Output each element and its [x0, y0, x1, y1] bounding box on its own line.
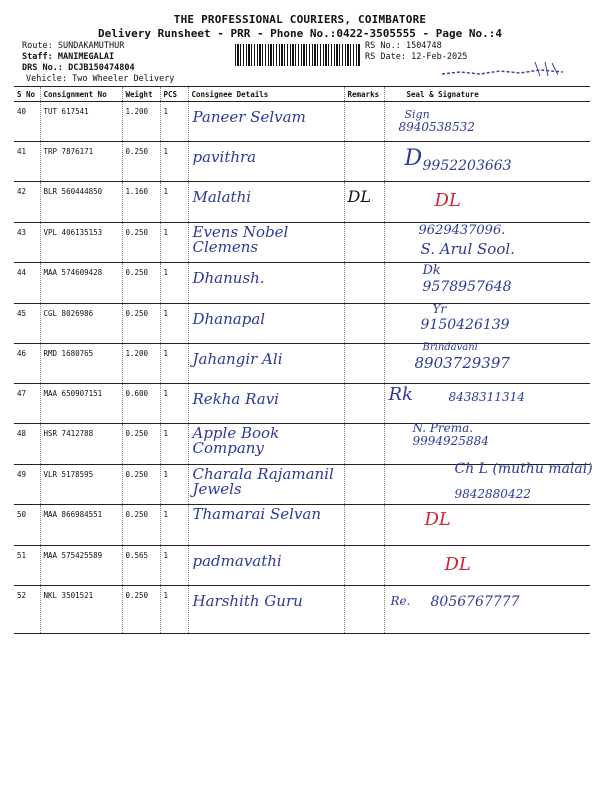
- cell-weight: 0.250: [122, 142, 160, 182]
- cell-weight: 1.200: [122, 102, 160, 142]
- vehicle-line: [26, 74, 174, 84]
- cell-pcs: 1: [160, 505, 188, 546]
- cell-seal-signature: [384, 546, 590, 586]
- cell-pcs: 1: [160, 304, 188, 344]
- rs-no-label: RS No.:: [365, 41, 401, 51]
- drs-label: DRS No.:: [22, 63, 63, 73]
- cell-sno: 44: [14, 263, 40, 304]
- rs-date-label: RS Date:: [365, 52, 406, 62]
- cell-consignment-no: TUT 617541: [40, 102, 122, 142]
- cell-consignment-no: MAA 574609428: [40, 263, 122, 304]
- table-row: [14, 142, 590, 182]
- signature-mark: S. Arul Sool.: [420, 240, 515, 258]
- cell-sno: 51: [14, 546, 40, 586]
- cell-consignment-no: MAA 866984551: [40, 505, 122, 546]
- cell-seal-signature: [384, 586, 590, 634]
- cell-weight: 0.250: [122, 465, 160, 505]
- barcode: [235, 44, 360, 66]
- cell-remarks: [344, 304, 384, 344]
- consignee-name-handwritten: Dhanapal: [192, 310, 266, 328]
- col-pcs: PCS: [160, 87, 188, 102]
- cell-consignee: [188, 586, 344, 634]
- cell-pcs: 1: [160, 384, 188, 424]
- cell-consignee: [188, 182, 344, 223]
- phone-number-handwritten: 9842880422: [454, 487, 531, 501]
- phone-number-handwritten: 8438311314: [448, 390, 525, 404]
- signature-mark: DL: [434, 190, 461, 211]
- phone-number-handwritten: 9578957648: [422, 279, 512, 295]
- drs-value: DCJB150474804: [68, 63, 135, 73]
- route-label: Route:: [22, 41, 53, 51]
- cell-remarks: [344, 142, 384, 182]
- cell-consignee: [188, 142, 344, 182]
- cell-consignment-no: MAA 575425589: [40, 546, 122, 586]
- phone-number-handwritten: 8940538532: [398, 120, 475, 134]
- col-remarks: Remarks: [344, 87, 384, 102]
- signature-mark: Dk: [422, 263, 441, 278]
- cell-consignment-no: HSR 7412788: [40, 424, 122, 465]
- cell-consignee: [188, 102, 344, 142]
- table-header-row: [14, 87, 590, 102]
- stamp-mark: [440, 60, 565, 78]
- col-consignment: Consignment No: [40, 87, 122, 102]
- table-row: [14, 384, 590, 424]
- signature-mark: N. Prema.: [412, 421, 474, 435]
- cell-weight: 1.200: [122, 344, 160, 384]
- phone-number-handwritten: 9994925884: [412, 434, 489, 448]
- cell-weight: 0.250: [122, 263, 160, 304]
- cell-weight: 1.160: [122, 182, 160, 223]
- consignee-name-handwritten: Paneer Selvam: [192, 108, 306, 126]
- cell-seal-signature: [384, 304, 590, 344]
- table-row: [14, 465, 590, 505]
- table-row: [14, 304, 590, 344]
- cell-weight: 0.565: [122, 546, 160, 586]
- col-sno: S No: [14, 87, 40, 102]
- cell-sno: 49: [14, 465, 40, 505]
- cell-weight: 0.250: [122, 223, 160, 263]
- signature-mark: Sign: [404, 108, 430, 121]
- cell-sno: 46: [14, 344, 40, 384]
- cell-consignee: [188, 546, 344, 586]
- rs-no-value: 1504748: [405, 41, 442, 51]
- consignee-name-handwritten: pavithra: [192, 148, 257, 166]
- consignee-name-handwritten: Jahangir Ali: [192, 350, 283, 368]
- cell-consignee: [188, 505, 344, 546]
- cell-sno: 41: [14, 142, 40, 182]
- consignee-name-handwritten: padmavathi: [192, 552, 282, 570]
- phone-number-handwritten: 9629437096.: [418, 223, 506, 238]
- cell-remarks: [344, 263, 384, 304]
- signature-mark: Re.: [390, 594, 411, 608]
- consignee-name-handwritten: Evens Nobel Clemens: [192, 223, 289, 256]
- cell-seal-signature: [384, 102, 590, 142]
- cell-seal-signature: [384, 142, 590, 182]
- runsheet-table: [14, 86, 593, 634]
- cell-weight: 0.250: [122, 304, 160, 344]
- cell-consignee: [188, 304, 344, 344]
- remarks-text: DL: [347, 187, 371, 206]
- cell-consignment-no: CGL 8026986: [40, 304, 122, 344]
- route-line: [22, 41, 124, 51]
- cell-pcs: 1: [160, 142, 188, 182]
- signature-mark: Ch L (muthu malai): [454, 461, 593, 477]
- signature-mark: DL: [444, 554, 471, 575]
- cell-consignee: [188, 384, 344, 424]
- cell-sno: 47: [14, 384, 40, 424]
- drs-line: [22, 63, 135, 73]
- cell-seal-signature: [384, 182, 590, 223]
- cell-remarks: [344, 344, 384, 384]
- consignee-name-handwritten: Dhanush.: [192, 269, 265, 287]
- table-row: [14, 546, 590, 586]
- cell-pcs: 1: [160, 344, 188, 384]
- staff-label: Staff:: [22, 52, 53, 62]
- table-row: [14, 263, 590, 304]
- cell-weight: 0.250: [122, 586, 160, 634]
- cell-seal-signature: [384, 461, 593, 505]
- staff-line: [22, 52, 114, 62]
- cell-consignment-no: TRP 7876171: [40, 142, 122, 182]
- vehicle-label: Vehicle:: [26, 74, 67, 84]
- col-weight: Weight: [122, 87, 160, 102]
- cell-remarks: [344, 384, 384, 424]
- cell-pcs: 1: [160, 102, 188, 142]
- cell-consignment-no: NKL 3501521: [40, 586, 122, 634]
- cell-weight: 0.250: [122, 505, 160, 546]
- cell-sno: 50: [14, 505, 40, 546]
- consignee-name-handwritten: Charala Rajamanil Jewels: [192, 465, 334, 498]
- cell-remarks: [344, 182, 384, 223]
- cell-consignment-no: VPL 406135153: [40, 223, 122, 263]
- cell-sno: 45: [14, 304, 40, 344]
- signature-mark: DL: [424, 509, 451, 530]
- cell-seal-signature: [384, 505, 590, 546]
- col-seal: Seal & Signature: [384, 87, 590, 102]
- cell-pcs: 1: [160, 465, 188, 505]
- consignee-name-handwritten: Thamarai Selvan: [192, 505, 321, 523]
- cell-weight: 0.250: [122, 424, 160, 465]
- cell-consignee: [188, 223, 344, 263]
- rs-date-value: 12-Feb-2025: [411, 52, 468, 62]
- cell-seal-signature: [384, 344, 590, 384]
- cell-pcs: 1: [160, 424, 188, 465]
- cell-pcs: 1: [160, 546, 188, 586]
- consignee-name-handwritten: Apple Book Company: [192, 424, 280, 457]
- cell-remarks: [344, 223, 384, 263]
- route-value: SUNDAKAMUTHUR: [57, 41, 125, 51]
- cell-consignee: [188, 263, 344, 304]
- phone-number-handwritten: 9952203663: [422, 158, 512, 174]
- cell-pcs: 1: [160, 223, 188, 263]
- cell-seal-signature: [384, 263, 590, 304]
- cell-sno: 43: [14, 223, 40, 263]
- table-row: [14, 102, 590, 142]
- cell-seal-signature: [384, 223, 590, 263]
- consignee-name-handwritten: Harshith Guru: [192, 592, 303, 610]
- table-row: [14, 505, 590, 546]
- cell-sno: 48: [14, 424, 40, 465]
- table-row: [14, 223, 590, 263]
- cell-consignee: [188, 424, 344, 465]
- rs-no-line: [365, 41, 442, 51]
- cell-pcs: 1: [160, 182, 188, 223]
- cell-consignment-no: RMD 1680765: [40, 344, 122, 384]
- cell-remarks: [344, 505, 384, 546]
- cell-consignment-no: MAA 650907151: [40, 384, 122, 424]
- cell-remarks: [344, 465, 384, 505]
- consignee-name-handwritten: Rekha Ravi: [192, 390, 279, 408]
- signature-mark: D: [404, 146, 423, 171]
- cell-remarks: [344, 546, 384, 586]
- signature-mark: Yr: [432, 302, 447, 316]
- cell-remarks: [344, 102, 384, 142]
- table-row: [14, 424, 590, 465]
- table-row: [14, 344, 590, 384]
- cell-pcs: 1: [160, 263, 188, 304]
- phone-number-handwritten: 8056767777: [430, 594, 520, 610]
- cell-sno: 40: [14, 102, 40, 142]
- vehicle-value: Two Wheeler Delivery: [72, 74, 175, 84]
- staff-value: MANIMEGALAI: [57, 52, 115, 62]
- signature-mark: Brindavani: [422, 342, 478, 353]
- col-consignee: Consignee Details: [188, 87, 344, 102]
- signature-mark: Rk: [388, 384, 413, 405]
- runsheet-subtitle: Delivery Runsheet - PRR - Phone No.:0422-3505555 - Page No.:4: [98, 27, 502, 40]
- cell-seal-signature: [384, 384, 590, 424]
- cell-weight: 0.600: [122, 384, 160, 424]
- table-row: [14, 182, 590, 223]
- phone-number-handwritten: 8903729397: [414, 354, 510, 372]
- phone-number-handwritten: 9150426139: [420, 317, 510, 333]
- cell-remarks: [344, 586, 384, 634]
- company-title: THE PROFESSIONAL COURIERS, COIMBATORE: [173, 13, 427, 26]
- cell-sno: 42: [14, 182, 40, 223]
- cell-consignee: [188, 344, 344, 384]
- table-row: [14, 586, 590, 634]
- cell-seal-signature: [384, 421, 590, 465]
- cell-remarks: [344, 424, 384, 465]
- cell-pcs: 1: [160, 586, 188, 634]
- cell-consignment-no: VLR 5178595: [40, 465, 122, 505]
- cell-consignment-no: BLR 560444850: [40, 182, 122, 223]
- consignee-name-handwritten: Malathi: [192, 188, 252, 206]
- cell-consignee: [188, 465, 344, 505]
- cell-sno: 52: [14, 586, 40, 634]
